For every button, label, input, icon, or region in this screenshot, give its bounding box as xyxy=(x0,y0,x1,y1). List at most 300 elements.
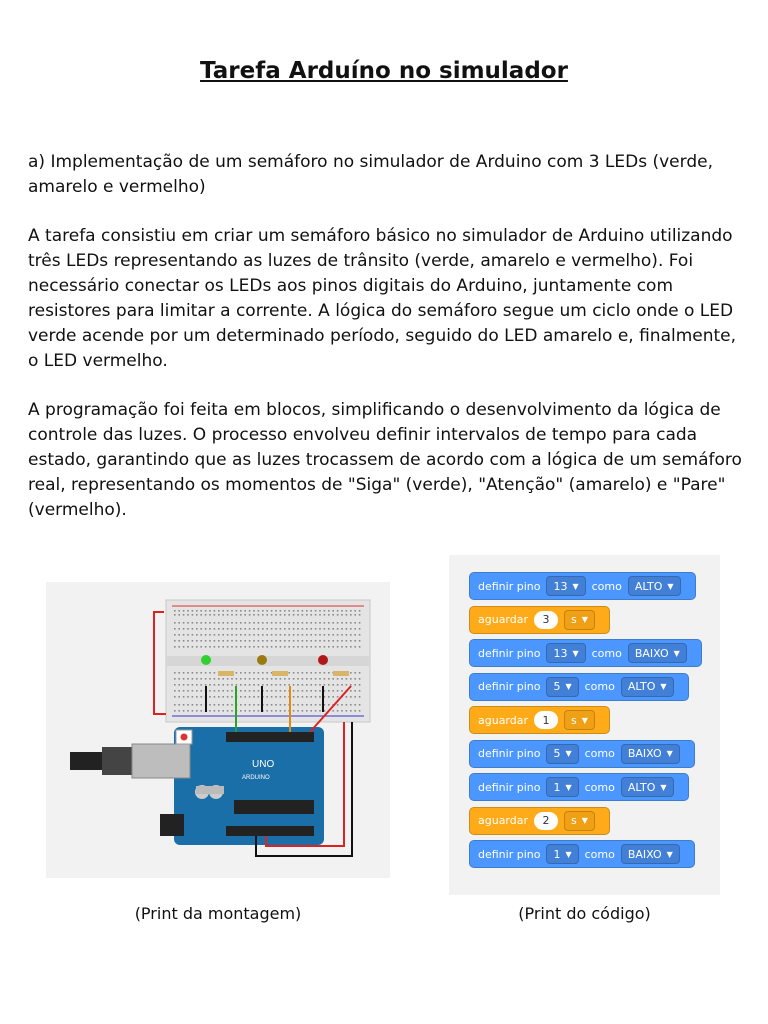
breadboard-hole xyxy=(236,622,238,624)
breadboard-hole xyxy=(341,622,343,624)
breadboard-hole xyxy=(227,640,229,642)
breadboard-hole xyxy=(262,646,264,648)
breadboard-hole xyxy=(214,634,216,636)
breadboard-hole xyxy=(178,634,180,636)
resistor-3 xyxy=(333,671,349,676)
breadboard-hole xyxy=(271,628,273,630)
breadboard-hole xyxy=(196,710,198,712)
breadboard-hole xyxy=(209,696,211,698)
breadboard-hole xyxy=(222,690,224,692)
breadboard-hole xyxy=(332,628,334,630)
description-paragraph: A tarefa consistiu em criar um semáforo básico no simulador de Arduino utilizando três LEDs representando as luzes de trânsito (verde, amarelo e vermelho). Foi necessário conectar os LEDs aos pinos digitais do Arduino, juntamente com resistores para limitar a corrente. A lógica do semáforo segue um ciclo onde o LED verde acende por um determinado período, seguido do LED amarelo e, finalmente, o LED vermelho. xyxy=(28,226,737,371)
pin-dropdown[interactable] xyxy=(546,643,585,663)
breadboard-hole xyxy=(192,646,194,648)
breadboard-hole xyxy=(341,628,343,630)
breadboard-hole xyxy=(236,684,238,686)
breadboard-hole xyxy=(328,690,330,692)
breadboard-hole xyxy=(271,640,273,642)
breadboard-hole xyxy=(222,640,224,642)
breadboard-hole xyxy=(315,684,317,686)
breadboard-hole xyxy=(306,678,308,680)
breadboard-hole xyxy=(337,684,339,686)
block-wait[interactable] xyxy=(469,706,610,734)
breadboard-hole xyxy=(306,672,308,674)
breadboard-hole xyxy=(306,690,308,692)
breadboard-hole xyxy=(319,684,321,686)
breadboard-hole xyxy=(231,622,233,624)
block-set-pin[interactable] xyxy=(469,740,695,768)
breadboard-hole xyxy=(218,614,220,616)
breadboard-hole xyxy=(209,622,211,624)
breadboard-hole xyxy=(236,672,238,674)
breadboard-hole xyxy=(222,646,224,648)
dropdown-caret-icon: ▼ xyxy=(572,648,579,658)
state-value: ALTO xyxy=(627,680,656,693)
board-brand: ARDUINO xyxy=(242,775,270,781)
breadboard-hole xyxy=(240,614,242,616)
pin-dropdown[interactable] xyxy=(546,744,578,764)
breadboard-hole xyxy=(266,710,268,712)
breadboard-hole xyxy=(302,672,304,674)
block-set-pin[interactable] xyxy=(469,639,702,667)
programming-paragraph: A programação foi feita em blocos, simplificando o desenvolvimento da lógica de controle das luzes. O processo envolveu definir intervalos de tempo para cada estado, garantindo que as luzes trocassem de acordo com a lógica de um semáforo real, representando os momentos de "Siga" (verde), "Atenção" (amarelo) e "Pare" (vermelho). xyxy=(28,400,742,520)
breadboard-hole xyxy=(332,684,334,686)
breadboard-hole xyxy=(174,690,176,692)
breadboard-hole xyxy=(192,640,194,642)
breadboard-hole xyxy=(240,684,242,686)
breadboard-hole xyxy=(297,684,299,686)
breadboard-hole xyxy=(253,634,255,636)
pin-dropdown[interactable] xyxy=(546,777,578,797)
breadboard-hole xyxy=(293,622,295,624)
breadboard-hole xyxy=(293,684,295,686)
pin-dropdown[interactable] xyxy=(546,677,578,697)
breadboard-hole xyxy=(209,640,211,642)
breadboard-hole xyxy=(280,704,282,706)
block-wait[interactable] xyxy=(469,807,610,835)
breadboard-hole xyxy=(183,610,185,612)
breadboard-hole xyxy=(275,610,277,612)
breadboard-hole xyxy=(192,672,194,674)
breadboard-hole xyxy=(240,678,242,680)
breadboard-hole xyxy=(332,678,334,680)
breadboard-hole xyxy=(231,634,233,636)
breadboard-hole xyxy=(249,696,251,698)
breadboard-hole xyxy=(284,684,286,686)
breadboard-hole xyxy=(346,640,348,642)
breadboard-hole xyxy=(196,678,198,680)
breadboard-hole xyxy=(288,634,290,636)
breadboard-hole xyxy=(310,634,312,636)
breadboard-hole xyxy=(288,672,290,674)
breadboard-hole xyxy=(310,684,312,686)
breadboard-hole xyxy=(200,690,202,692)
breadboard-hole xyxy=(293,696,295,698)
breadboard-hole xyxy=(205,640,207,642)
state-dropdown[interactable] xyxy=(621,744,680,764)
breadboard-hole xyxy=(271,684,273,686)
breadboard-hole xyxy=(192,628,194,630)
breadboard-hole xyxy=(187,684,189,686)
dropdown-caret-icon: ▼ xyxy=(581,615,588,624)
breadboard-hole xyxy=(196,690,198,692)
breadboard-hole xyxy=(262,640,264,642)
breadboard-hole xyxy=(266,634,268,636)
digital-header xyxy=(226,732,314,742)
resistor-2 xyxy=(272,671,288,676)
breadboard-hole xyxy=(332,646,334,648)
block-set-pin[interactable] xyxy=(469,572,696,600)
breadboard-hole xyxy=(346,696,348,698)
breadboard-hole xyxy=(249,640,251,642)
breadboard-hole xyxy=(319,614,321,616)
breadboard-hole xyxy=(293,704,295,706)
breadboard-hole xyxy=(332,610,334,612)
breadboard-hole xyxy=(231,690,233,692)
breadboard-hole xyxy=(183,678,185,680)
crystal xyxy=(196,786,224,794)
breadboard-hole xyxy=(297,622,299,624)
breadboard-hole xyxy=(227,678,229,680)
breadboard-hole xyxy=(178,678,180,680)
code-caption: (Print do código) xyxy=(518,904,651,923)
breadboard-hole xyxy=(253,684,255,686)
breadboard-hole xyxy=(218,704,220,706)
breadboard-hole xyxy=(174,614,176,616)
breadboard-hole xyxy=(297,628,299,630)
breadboard-hole xyxy=(244,634,246,636)
breadboard-hole xyxy=(328,684,330,686)
breadboard-hole xyxy=(350,640,352,642)
breadboard-hole xyxy=(244,684,246,686)
breadboard-hole xyxy=(227,634,229,636)
breadboard-hole xyxy=(187,610,189,612)
pin-value: 5 xyxy=(553,680,561,693)
breadboard-hole xyxy=(328,610,330,612)
block-mid-label: como xyxy=(584,747,615,760)
breadboard-hole xyxy=(253,622,255,624)
breadboard-hole xyxy=(214,672,216,674)
breadboard-hole xyxy=(359,628,361,630)
breadboard-hole xyxy=(244,614,246,616)
breadboard-hole xyxy=(183,640,185,642)
breadboard-hole xyxy=(310,696,312,698)
breadboard-hole xyxy=(271,696,273,698)
breadboard-hole xyxy=(244,622,246,624)
breadboard-hole xyxy=(280,710,282,712)
state-value: BAIXO xyxy=(627,847,662,861)
breadboard-hole xyxy=(205,672,207,674)
breadboard-hole xyxy=(302,678,304,680)
breadboard-hole xyxy=(275,684,277,686)
breadboard-hole xyxy=(266,690,268,692)
block-set-pin[interactable] xyxy=(469,673,689,701)
breadboard-hole xyxy=(222,704,224,706)
breadboard-hole xyxy=(359,704,361,706)
breadboard-hole xyxy=(271,704,273,706)
breadboard-hole xyxy=(350,678,352,680)
breadboard-hole xyxy=(297,678,299,680)
breadboard-hole xyxy=(174,684,176,686)
breadboard-hole xyxy=(227,622,229,624)
state-dropdown[interactable] xyxy=(621,844,680,864)
breadboard-hole xyxy=(359,684,361,686)
breadboard-hole xyxy=(297,634,299,636)
breadboard-hole xyxy=(205,678,207,680)
breadboard-hole xyxy=(266,622,268,624)
pin-dropdown[interactable] xyxy=(546,576,585,596)
state-value: ALTO xyxy=(627,780,656,794)
breadboard-hole xyxy=(341,704,343,706)
breadboard-hole xyxy=(350,704,352,706)
block-set-pin[interactable] xyxy=(469,840,695,868)
block-set-pin[interactable] xyxy=(469,773,689,801)
breadboard-hole xyxy=(174,622,176,624)
breadboard-hole xyxy=(258,634,260,636)
breadboard-hole xyxy=(244,690,246,692)
breadboard-hole xyxy=(222,634,224,636)
breadboard-hole xyxy=(271,622,273,624)
unit-value: s xyxy=(571,814,577,827)
breadboard-hole xyxy=(227,696,229,698)
breadboard-hole xyxy=(275,696,277,698)
breadboard-hole xyxy=(346,646,348,648)
breadboard-hole xyxy=(319,672,321,674)
breadboard-hole xyxy=(337,690,339,692)
breadboard-hole xyxy=(337,628,339,630)
breadboard-hole xyxy=(328,622,330,624)
breadboard-hole xyxy=(271,690,273,692)
breadboard-hole xyxy=(183,672,185,674)
state-dropdown[interactable] xyxy=(621,777,674,797)
breadboard-hole xyxy=(231,704,233,706)
breadboard-hole xyxy=(302,622,304,624)
breadboard-hole xyxy=(306,696,308,698)
pin-dropdown[interactable] xyxy=(546,844,578,864)
block-label: definir pino xyxy=(478,780,541,794)
breadboard-hole xyxy=(249,622,251,624)
breadboard-hole xyxy=(341,610,343,612)
breadboard-hole xyxy=(293,646,295,648)
breadboard-hole xyxy=(178,672,180,674)
state-dropdown[interactable] xyxy=(621,677,674,697)
breadboard-hole xyxy=(209,710,211,712)
breadboard-hole xyxy=(258,690,260,692)
breadboard-hole xyxy=(319,610,321,612)
breadboard-hole xyxy=(297,672,299,674)
breadboard-hole xyxy=(200,640,202,642)
unit-dropdown[interactable] xyxy=(564,710,595,730)
breadboard-hole xyxy=(187,628,189,630)
breadboard-hole xyxy=(288,640,290,642)
breadboard-hole xyxy=(244,710,246,712)
breadboard-hole xyxy=(337,646,339,648)
wait-amount-input[interactable]: 3 xyxy=(534,611,558,629)
breadboard-hole xyxy=(306,622,308,624)
breadboard-hole xyxy=(209,610,211,612)
block-label: definir pino xyxy=(478,579,541,593)
breadboard-hole xyxy=(183,634,185,636)
breadboard-hole xyxy=(341,690,343,692)
breadboard-hole xyxy=(231,628,233,630)
breadboard-hole xyxy=(258,622,260,624)
breadboard-hole xyxy=(280,634,282,636)
breadboard-hole xyxy=(310,640,312,642)
breadboard-hole xyxy=(350,622,352,624)
breadboard-hole xyxy=(297,640,299,642)
breadboard-hole xyxy=(350,696,352,698)
breadboard-hole xyxy=(249,704,251,706)
breadboard-hole xyxy=(200,634,202,636)
breadboard-hole xyxy=(280,640,282,642)
resistor-1 xyxy=(218,671,234,676)
intro-paragraph: a) Implementação de um semáforo no simulador de Arduino com 3 LEDs (verde, amarelo e vermelho) xyxy=(28,152,713,197)
breadboard-hole xyxy=(293,610,295,612)
dropdown-caret-icon: ▼ xyxy=(673,648,680,658)
breadboard-hole xyxy=(222,710,224,712)
unit-value: s xyxy=(571,613,577,626)
breadboard-hole xyxy=(310,646,312,648)
breadboard-hole xyxy=(222,614,224,616)
reset-button-dot xyxy=(181,734,188,741)
breadboard-hole xyxy=(249,646,251,648)
breadboard-hole xyxy=(222,696,224,698)
breadboard-hole xyxy=(346,614,348,616)
breadboard-hole xyxy=(297,704,299,706)
breadboard-hole xyxy=(354,710,356,712)
state-dropdown[interactable] xyxy=(628,576,681,596)
breadboard-hole xyxy=(293,634,295,636)
analog-header xyxy=(226,826,314,836)
breadboard-hole xyxy=(297,690,299,692)
breadboard-hole xyxy=(346,622,348,624)
breadboard-hole xyxy=(214,628,216,630)
breadboard-hole xyxy=(196,684,198,686)
breadboard-hole xyxy=(258,704,260,706)
breadboard-hole xyxy=(297,610,299,612)
breadboard-hole xyxy=(328,634,330,636)
wait-amount-input[interactable]: 1 xyxy=(534,711,558,729)
unit-dropdown[interactable] xyxy=(564,610,595,630)
breadboard-hole xyxy=(214,646,216,648)
breadboard-hole xyxy=(214,690,216,692)
breadboard-hole xyxy=(284,690,286,692)
wait-amount-input[interactable]: 2 xyxy=(534,812,558,830)
breadboard-hole xyxy=(187,640,189,642)
breadboard-hole xyxy=(236,646,238,648)
breadboard-hole xyxy=(183,690,185,692)
unit-dropdown[interactable] xyxy=(564,811,595,831)
breadboard-hole xyxy=(346,704,348,706)
breadboard-hole xyxy=(253,710,255,712)
breadboard-hole xyxy=(275,678,277,680)
breadboard-hole xyxy=(258,646,260,648)
breadboard-hole xyxy=(236,634,238,636)
breadboard-hole xyxy=(297,696,299,698)
block-label: definir pino xyxy=(478,646,541,660)
state-dropdown[interactable] xyxy=(628,643,687,663)
block-wait[interactable] xyxy=(469,606,610,634)
breadboard-hole xyxy=(319,628,321,630)
breadboard-hole xyxy=(266,696,268,698)
breadboard-hole xyxy=(271,610,273,612)
breadboard-hole xyxy=(288,614,290,616)
breadboard-hole xyxy=(324,684,326,686)
breadboard-hole xyxy=(200,704,202,706)
breadboard-hole xyxy=(236,614,238,616)
breadboard-hole xyxy=(354,610,356,612)
breadboard-hole xyxy=(218,640,220,642)
breadboard-hole xyxy=(302,690,304,692)
breadboard-hole xyxy=(214,640,216,642)
breadboard-hole xyxy=(240,622,242,624)
breadboard-hole xyxy=(271,614,273,616)
breadboard-hole xyxy=(262,614,264,616)
breadboard-hole xyxy=(271,710,273,712)
breadboard-hole xyxy=(244,672,246,674)
breadboard-hole xyxy=(337,704,339,706)
breadboard-hole xyxy=(324,634,326,636)
breadboard-hole xyxy=(253,678,255,680)
breadboard-hole xyxy=(354,628,356,630)
breadboard-hole xyxy=(231,614,233,616)
breadboard-hole xyxy=(183,684,185,686)
breadboard-hole xyxy=(293,640,295,642)
breadboard-hole xyxy=(183,704,185,706)
breadboard-hole xyxy=(218,634,220,636)
breadboard-hole xyxy=(280,628,282,630)
breadboard-hole xyxy=(315,610,317,612)
breadboard-hole xyxy=(293,628,295,630)
breadboard-channel xyxy=(166,656,370,666)
breadboard-hole xyxy=(284,622,286,624)
breadboard-hole xyxy=(178,610,180,612)
breadboard-hole xyxy=(302,634,304,636)
breadboard-hole xyxy=(302,640,304,642)
breadboard-hole xyxy=(231,640,233,642)
breadboard-hole xyxy=(174,704,176,706)
breadboard-hole xyxy=(280,646,282,648)
breadboard-hole xyxy=(328,678,330,680)
breadboard-hole xyxy=(332,622,334,624)
wire-power-loop xyxy=(154,612,166,714)
breadboard-hole xyxy=(341,710,343,712)
breadboard-hole xyxy=(187,634,189,636)
breadboard-hole xyxy=(293,614,295,616)
breadboard-hole xyxy=(297,614,299,616)
breadboard-hole xyxy=(319,710,321,712)
breadboard-hole xyxy=(328,614,330,616)
breadboard-hole xyxy=(310,622,312,624)
breadboard-hole xyxy=(262,610,264,612)
breadboard-hole xyxy=(310,678,312,680)
breadboard-hole xyxy=(275,690,277,692)
dropdown-caret-icon: ▼ xyxy=(581,816,588,825)
breadboard-hole xyxy=(280,678,282,680)
breadboard-hole xyxy=(275,634,277,636)
breadboard-hole xyxy=(288,610,290,612)
breadboard-hole xyxy=(218,684,220,686)
breadboard-hole xyxy=(354,622,356,624)
breadboard-hole xyxy=(214,614,216,616)
breadboard-hole xyxy=(258,684,260,686)
breadboard-hole xyxy=(266,640,268,642)
breadboard-hole xyxy=(253,646,255,648)
pin-value: 13 xyxy=(553,646,568,660)
breadboard-hole xyxy=(262,678,264,680)
breadboard-hole xyxy=(187,704,189,706)
breadboard-hole xyxy=(346,710,348,712)
